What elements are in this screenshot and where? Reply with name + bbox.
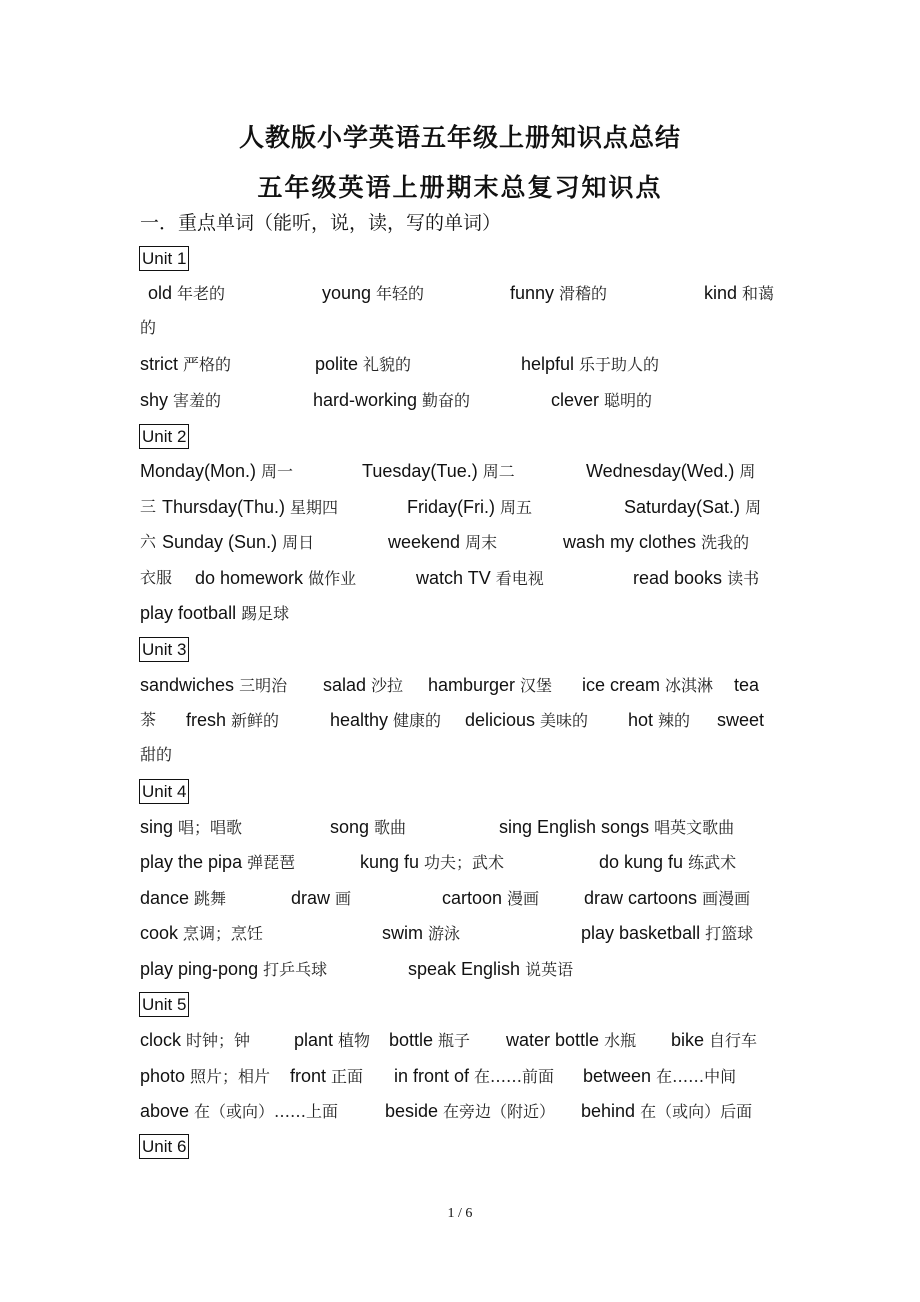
chinese-meaning: 年老的 [177, 284, 226, 303]
chinese-meaning: 聪明的 [604, 391, 653, 410]
chinese-meaning: 严格的 [183, 355, 232, 374]
english-word: weekend [388, 532, 461, 552]
chinese-meaning: 打篮球 [705, 924, 754, 943]
chinese-meaning: 做作业 [308, 569, 357, 588]
english-word: strict [140, 354, 178, 374]
english-word: Sunday (Sun.) [162, 532, 278, 552]
english-word: clever [551, 390, 600, 410]
vocab-item [330, 814, 406, 841]
chinese-meaning: 周末 [465, 533, 498, 552]
chinese-meaning: 画 [335, 889, 352, 908]
section-heading: 一．重点单词（能听，说，读，写的单词） [140, 212, 502, 234]
chinese-meaning: 自行车 [709, 1031, 758, 1050]
vocab-item [581, 1098, 752, 1125]
english-word: wash my clothes [563, 532, 697, 552]
chinese-meaning: 冰淇淋 [665, 676, 714, 695]
unit-label: Unit 1 [139, 246, 189, 271]
english-word: play ping-pong [140, 959, 259, 979]
english-word: salad [323, 675, 367, 695]
vocab-item [521, 351, 659, 378]
vocab-item [510, 280, 607, 307]
chinese-meaning: 正面 [331, 1067, 364, 1086]
chinese-meaning: 周五 [500, 498, 533, 517]
chinese-meaning: 植物 [338, 1031, 371, 1050]
chinese-meaning: 歌曲 [374, 818, 407, 837]
vocab-item [140, 458, 293, 485]
vocab-item [428, 672, 552, 699]
vocab-item [442, 885, 539, 912]
chinese-meaning: 周 [745, 498, 762, 517]
vocab-line [140, 707, 785, 733]
vocab-item [330, 707, 441, 734]
english-word: do homework [195, 568, 304, 588]
english-word: Tuesday(Tue.) [362, 461, 478, 481]
vocab-item [140, 1098, 338, 1125]
chinese-meaning: 漫画 [507, 889, 540, 908]
english-word: read books [633, 568, 723, 588]
chinese-meaning: 三 [140, 497, 157, 516]
english-word: draw [291, 888, 331, 908]
chinese-meaning: 勤奋的 [422, 391, 471, 410]
english-word: Thursday(Thu.) [162, 497, 286, 517]
english-word: bottle [389, 1030, 434, 1050]
vocab-item [140, 742, 172, 768]
unit-label: Unit 4 [139, 779, 189, 804]
english-word: Saturday(Sat.) [624, 497, 741, 517]
vocab-item [162, 529, 314, 556]
english-word: draw cartoons [584, 888, 698, 908]
vocab-item [362, 458, 515, 485]
chinese-meaning: 年轻的 [376, 284, 425, 303]
vocab-line [140, 315, 785, 341]
chinese-meaning: 六 [140, 532, 157, 551]
vocab-item [671, 1027, 757, 1054]
english-word: Friday(Fri.) [407, 497, 495, 517]
english-word: Monday(Mon.) [140, 461, 257, 481]
chinese-meaning: 礼貌的 [363, 355, 412, 374]
english-word: between [583, 1066, 652, 1086]
english-word: beside [385, 1101, 439, 1121]
vocab-item [140, 885, 226, 912]
vocab-line [140, 458, 785, 484]
chinese-meaning: 唱英文歌曲 [654, 818, 735, 837]
vocab-item [717, 707, 764, 734]
english-word: old [148, 283, 173, 303]
chinese-meaning: 在……前面 [474, 1067, 555, 1086]
english-word: shy [140, 390, 169, 410]
english-word: fresh [186, 710, 227, 730]
chinese-meaning: 唱；唱歌 [178, 818, 243, 837]
vocab-item [291, 885, 351, 912]
chinese-meaning: 弹琵琶 [247, 853, 296, 872]
vocab-item [586, 458, 755, 485]
chinese-meaning: 读书 [727, 569, 760, 588]
vocab-line [140, 1098, 785, 1124]
chinese-meaning: 害羞的 [173, 391, 222, 410]
vocab-item [140, 351, 231, 378]
english-word: above [140, 1101, 190, 1121]
unit-label: Unit 3 [139, 637, 189, 662]
vocab-item [499, 814, 734, 841]
chinese-meaning: 时钟；钟 [186, 1031, 251, 1050]
english-word: cook [140, 923, 179, 943]
english-word: Wednesday(Wed.) [586, 461, 735, 481]
vocab-item [313, 387, 470, 414]
chinese-meaning: 练武术 [688, 853, 737, 872]
chinese-meaning: 乐于助人的 [579, 355, 660, 374]
english-word: in front of [394, 1066, 470, 1086]
vocab-item [360, 849, 504, 876]
english-word: ice cream [582, 675, 661, 695]
english-word: play basketball [581, 923, 701, 943]
chinese-meaning: 辣的 [658, 711, 691, 730]
vocab-line [140, 885, 785, 911]
chinese-meaning: 和蔼 [742, 284, 775, 303]
chinese-meaning: 周 [739, 462, 756, 481]
chinese-meaning: 汉堡 [520, 676, 553, 695]
vocab-item [408, 956, 573, 983]
vocab-item [385, 1098, 555, 1125]
chinese-meaning: 照片；相片 [190, 1067, 271, 1086]
chinese-meaning: 洗我的 [701, 533, 750, 552]
vocab-item [323, 672, 403, 699]
english-word: delicious [465, 710, 536, 730]
vocab-item [186, 707, 279, 734]
vocab-line [140, 280, 785, 306]
english-word: sweet [717, 710, 765, 730]
english-word: front [290, 1066, 327, 1086]
english-word: kind [704, 283, 738, 303]
vocab-item [599, 849, 736, 876]
chinese-meaning: 在……中间 [656, 1067, 737, 1086]
chinese-meaning: 星期四 [290, 498, 339, 517]
vocab-line [140, 387, 785, 413]
chinese-meaning: 说英语 [525, 960, 574, 979]
document-title: 人教版小学英语五年级上册知识点总结 [238, 123, 681, 152]
chinese-meaning: 水瓶 [604, 1031, 637, 1050]
english-word: healthy [330, 710, 389, 730]
english-word: photo [140, 1066, 186, 1086]
chinese-meaning: 滑稽的 [559, 284, 608, 303]
chinese-meaning: 在旁边（附近） [443, 1102, 556, 1121]
chinese-meaning: 周一 [261, 462, 294, 481]
english-word: hamburger [428, 675, 516, 695]
english-word: dance [140, 888, 190, 908]
chinese-meaning: 打乒乓球 [263, 960, 328, 979]
english-word: hot [628, 710, 654, 730]
vocab-item [140, 494, 156, 520]
vocab-line [140, 672, 785, 698]
chinese-meaning: 三明治 [239, 676, 288, 695]
chinese-meaning: 烹调；烹饪 [183, 924, 264, 943]
vocab-item [394, 1063, 554, 1090]
english-word: song [330, 817, 370, 837]
vocab-item [140, 1027, 250, 1054]
english-word: play football [140, 603, 237, 623]
vocab-item [551, 387, 652, 414]
english-word: cartoon [442, 888, 503, 908]
english-word: bike [671, 1030, 705, 1050]
unit-label: Unit 6 [139, 1134, 189, 1159]
chinese-meaning: 美味的 [540, 711, 589, 730]
english-word: sandwiches [140, 675, 235, 695]
english-word: behind [581, 1101, 636, 1121]
vocab-item [294, 1027, 370, 1054]
english-word: sing [140, 817, 174, 837]
vocab-item [506, 1027, 636, 1054]
vocab-item [195, 565, 356, 592]
vocab-line [140, 494, 785, 520]
english-word: water bottle [506, 1030, 600, 1050]
vocab-item [628, 707, 690, 734]
vocab-item [140, 956, 327, 983]
vocab-item [388, 529, 497, 556]
chinese-meaning: 看电视 [495, 569, 544, 588]
chinese-meaning: 画漫画 [702, 889, 751, 908]
vocab-item [407, 494, 532, 521]
english-word: clock [140, 1030, 182, 1050]
document-subtitle: 五年级英语上册期末总复习知识点 [257, 173, 663, 202]
chinese-meaning: 周日 [282, 533, 315, 552]
vocab-item [382, 920, 460, 947]
vocab-item [140, 529, 156, 555]
chinese-meaning: 衣服 [140, 568, 173, 587]
english-word: sing English songs [499, 817, 650, 837]
vocab-item [140, 672, 287, 699]
chinese-meaning: 甜的 [140, 745, 173, 764]
english-word: kung fu [360, 852, 420, 872]
vocab-line [140, 529, 785, 555]
english-word: watch TV [416, 568, 491, 588]
vocab-item [140, 387, 221, 414]
vocab-line [140, 1063, 785, 1089]
chinese-meaning: 踢足球 [241, 604, 290, 623]
vocab-line [140, 742, 785, 768]
vocab-item [140, 315, 156, 341]
vocab-item [140, 849, 295, 876]
vocab-item [140, 600, 289, 627]
unit-label: Unit 2 [139, 424, 189, 449]
vocab-line [140, 351, 785, 377]
english-word: hard-working [313, 390, 418, 410]
vocab-item [140, 814, 242, 841]
english-word: funny [510, 283, 555, 303]
english-word: swim [382, 923, 423, 943]
english-word: polite [315, 354, 359, 374]
english-word: do kung fu [599, 852, 684, 872]
vocab-item [322, 280, 424, 307]
chinese-meaning: 游泳 [428, 924, 461, 943]
vocab-item [704, 280, 774, 307]
vocab-line [140, 849, 785, 875]
chinese-meaning: 茶 [140, 710, 157, 729]
chinese-meaning: 跳舞 [194, 889, 227, 908]
vocab-item [290, 1063, 363, 1090]
vocab-item [148, 280, 225, 307]
vocab-line [140, 1027, 785, 1053]
vocab-line [140, 920, 785, 946]
chinese-meaning: 的 [140, 318, 157, 337]
chinese-meaning: 功夫；武术 [424, 853, 505, 872]
vocab-item [416, 565, 544, 592]
vocab-line [140, 600, 785, 626]
page-number: 1 / 6 [447, 1206, 473, 1221]
vocab-line [140, 565, 785, 591]
chinese-meaning: 健康的 [393, 711, 442, 730]
chinese-meaning: 在（或向）……上面 [194, 1102, 339, 1121]
vocab-item [465, 707, 588, 734]
vocab-item [389, 1027, 470, 1054]
vocab-item [162, 494, 338, 521]
english-word: helpful [521, 354, 575, 374]
vocab-item [315, 351, 411, 378]
vocab-line [140, 814, 785, 840]
vocab-item [582, 672, 713, 699]
vocab-item [734, 672, 759, 699]
english-word: young [322, 283, 372, 303]
vocab-item [583, 1063, 736, 1090]
english-word: tea [734, 675, 760, 695]
vocab-item [140, 920, 263, 947]
unit-label: Unit 5 [139, 992, 189, 1017]
english-word: play the pipa [140, 852, 243, 872]
vocab-item [140, 1063, 270, 1090]
vocab-item [140, 565, 172, 591]
english-word: speak English [408, 959, 521, 979]
english-word: plant [294, 1030, 334, 1050]
vocab-item [624, 494, 761, 521]
chinese-meaning: 瓶子 [438, 1031, 471, 1050]
chinese-meaning: 周二 [482, 462, 515, 481]
chinese-meaning: 新鲜的 [231, 711, 280, 730]
vocab-item [633, 565, 759, 592]
vocab-line [140, 956, 785, 982]
vocab-item [140, 707, 156, 733]
vocab-item [584, 885, 750, 912]
chinese-meaning: 在（或向）后面 [640, 1102, 753, 1121]
vocab-item [581, 920, 753, 947]
vocab-item [563, 529, 749, 556]
chinese-meaning: 沙拉 [371, 676, 404, 695]
